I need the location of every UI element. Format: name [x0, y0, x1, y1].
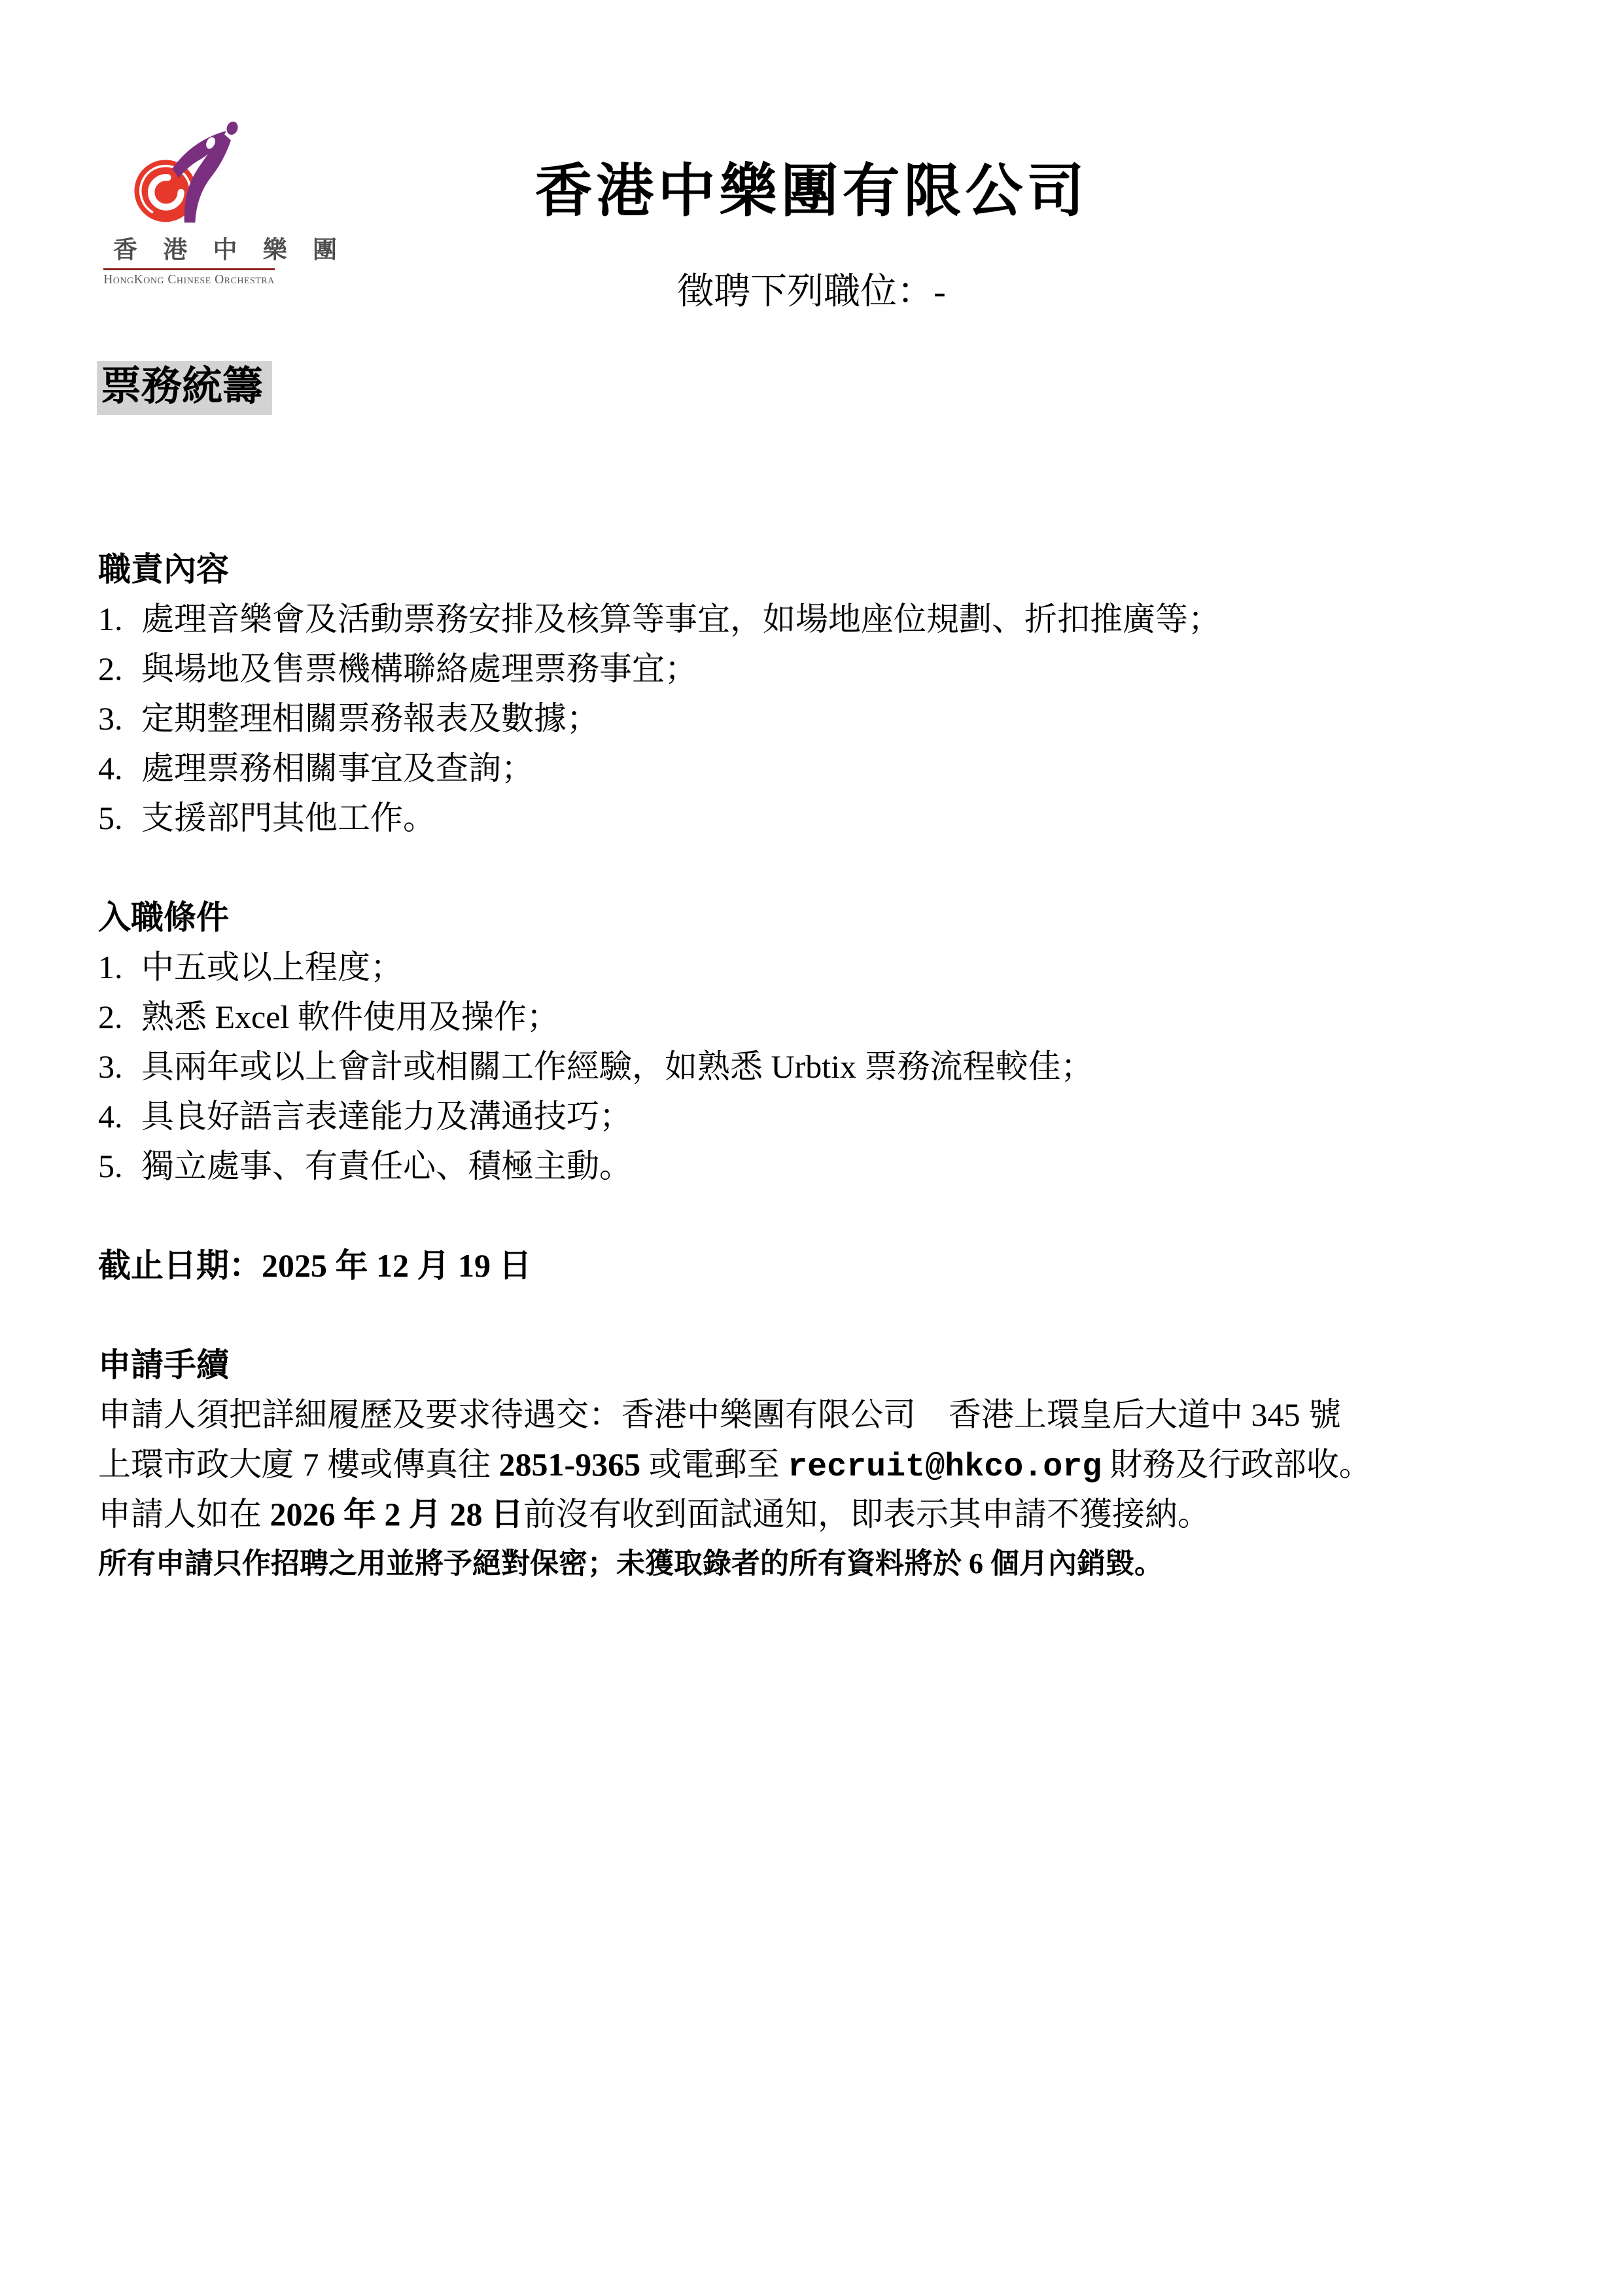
responsibility-item — [98, 594, 1472, 644]
list-item-text: 支援部門其他工作。 — [141, 800, 436, 836]
list-item-number: 1. — [98, 949, 123, 985]
reply-deadline-date: 2026 年 2 月 28 日 — [270, 1496, 523, 1532]
fax-number: 2851-9365 — [498, 1446, 641, 1483]
list-item-text: 處理票務相關事宜及查詢； — [141, 750, 534, 786]
responsibility-item — [98, 644, 1472, 694]
responsibility-item — [98, 743, 1472, 793]
requirement-item — [98, 1042, 1472, 1091]
list-item-number: 4. — [98, 750, 123, 786]
spacer — [98, 843, 1472, 892]
list-item-number: 3. — [98, 700, 123, 737]
section-heading-application: 申請手續 — [98, 1347, 229, 1383]
application-line-1: 申請人須把詳細履歷及要求待遇交：香港中樂團有限公司 香港上環皇后大道中 345 號 — [98, 1396, 1341, 1433]
application-text: 申請人如在 — [98, 1496, 270, 1532]
list-item-number: 2. — [98, 998, 123, 1035]
application-line-3 — [98, 1489, 1472, 1539]
list-item-text: 具兩年或以上會計或相關工作經驗，如熟悉 Urbtix 票務流程較佳； — [141, 1048, 1094, 1085]
logo-cjk-name: 香 港 中 樂 團 — [113, 237, 347, 264]
deadline-line: 截止日期：2025 年 12 月 19 日 — [98, 1247, 532, 1284]
list-item-text: 定期整理相關票務報表及數據； — [141, 700, 599, 737]
application-text: 財務及行政部收。 — [1102, 1446, 1372, 1483]
job-title-highlight: 票務統籌 — [97, 361, 272, 415]
company-title: 香港中樂團有限公司 — [534, 160, 1089, 224]
list-item-text: 獨立處事、有責任心、積極主動。 — [141, 1148, 632, 1184]
requirement-item — [98, 942, 1472, 992]
section-heading-requirements: 入職條件 — [98, 899, 229, 936]
list-item-number: 2. — [98, 650, 123, 687]
recruitment-subtitle: 徵聘下列職位：- — [677, 272, 946, 312]
list-item-number: 3. — [98, 1048, 123, 1085]
logo-divider — [103, 268, 275, 270]
list-item-number: 5. — [98, 800, 123, 836]
list-item-text: 熟悉 Excel 軟件使用及操作； — [141, 998, 559, 1035]
section-heading-responsibilities: 職責內容 — [98, 551, 229, 588]
document-body — [98, 544, 1472, 1589]
list-item-number: 4. — [98, 1098, 123, 1135]
application-line-2 — [98, 1439, 1472, 1489]
responsibility-item — [98, 793, 1472, 843]
list-item-number: 5. — [98, 1148, 123, 1184]
list-item-text: 與場地及售票機構聯絡處理票務事宜； — [141, 650, 697, 687]
spacer — [98, 1191, 1472, 1241]
requirement-item — [98, 992, 1472, 1042]
logo-en-name: HongKong Chinese Orchestra — [103, 273, 275, 287]
list-item-text: 具良好語言表達能力及溝通技巧； — [141, 1098, 632, 1135]
application-text: 上環市政大廈 7 樓或傳真往 — [98, 1446, 499, 1483]
requirement-item — [98, 1091, 1472, 1141]
responsibility-item — [98, 694, 1472, 743]
spacer — [98, 1290, 1472, 1340]
application-text: 前沒有收到面試通知，即表示其申請不獲接納。 — [523, 1496, 1210, 1532]
application-text: 或電郵至 — [640, 1446, 788, 1483]
list-item-text: 處理音樂會及活動票務安排及核算等事宜，如場地座位規劃、折扣推廣等； — [141, 601, 1221, 637]
privacy-note: 所有申請只作招聘之用並將予絕對保密；未獲取錄者的所有資料將於 6 個月內銷毀。 — [98, 1547, 1163, 1580]
requirement-item — [98, 1141, 1472, 1191]
list-item-text: 中五或以上程度； — [141, 949, 403, 985]
list-item-number: 1. — [98, 601, 123, 637]
email-address: recruit@hkco.org — [788, 1449, 1102, 1486]
